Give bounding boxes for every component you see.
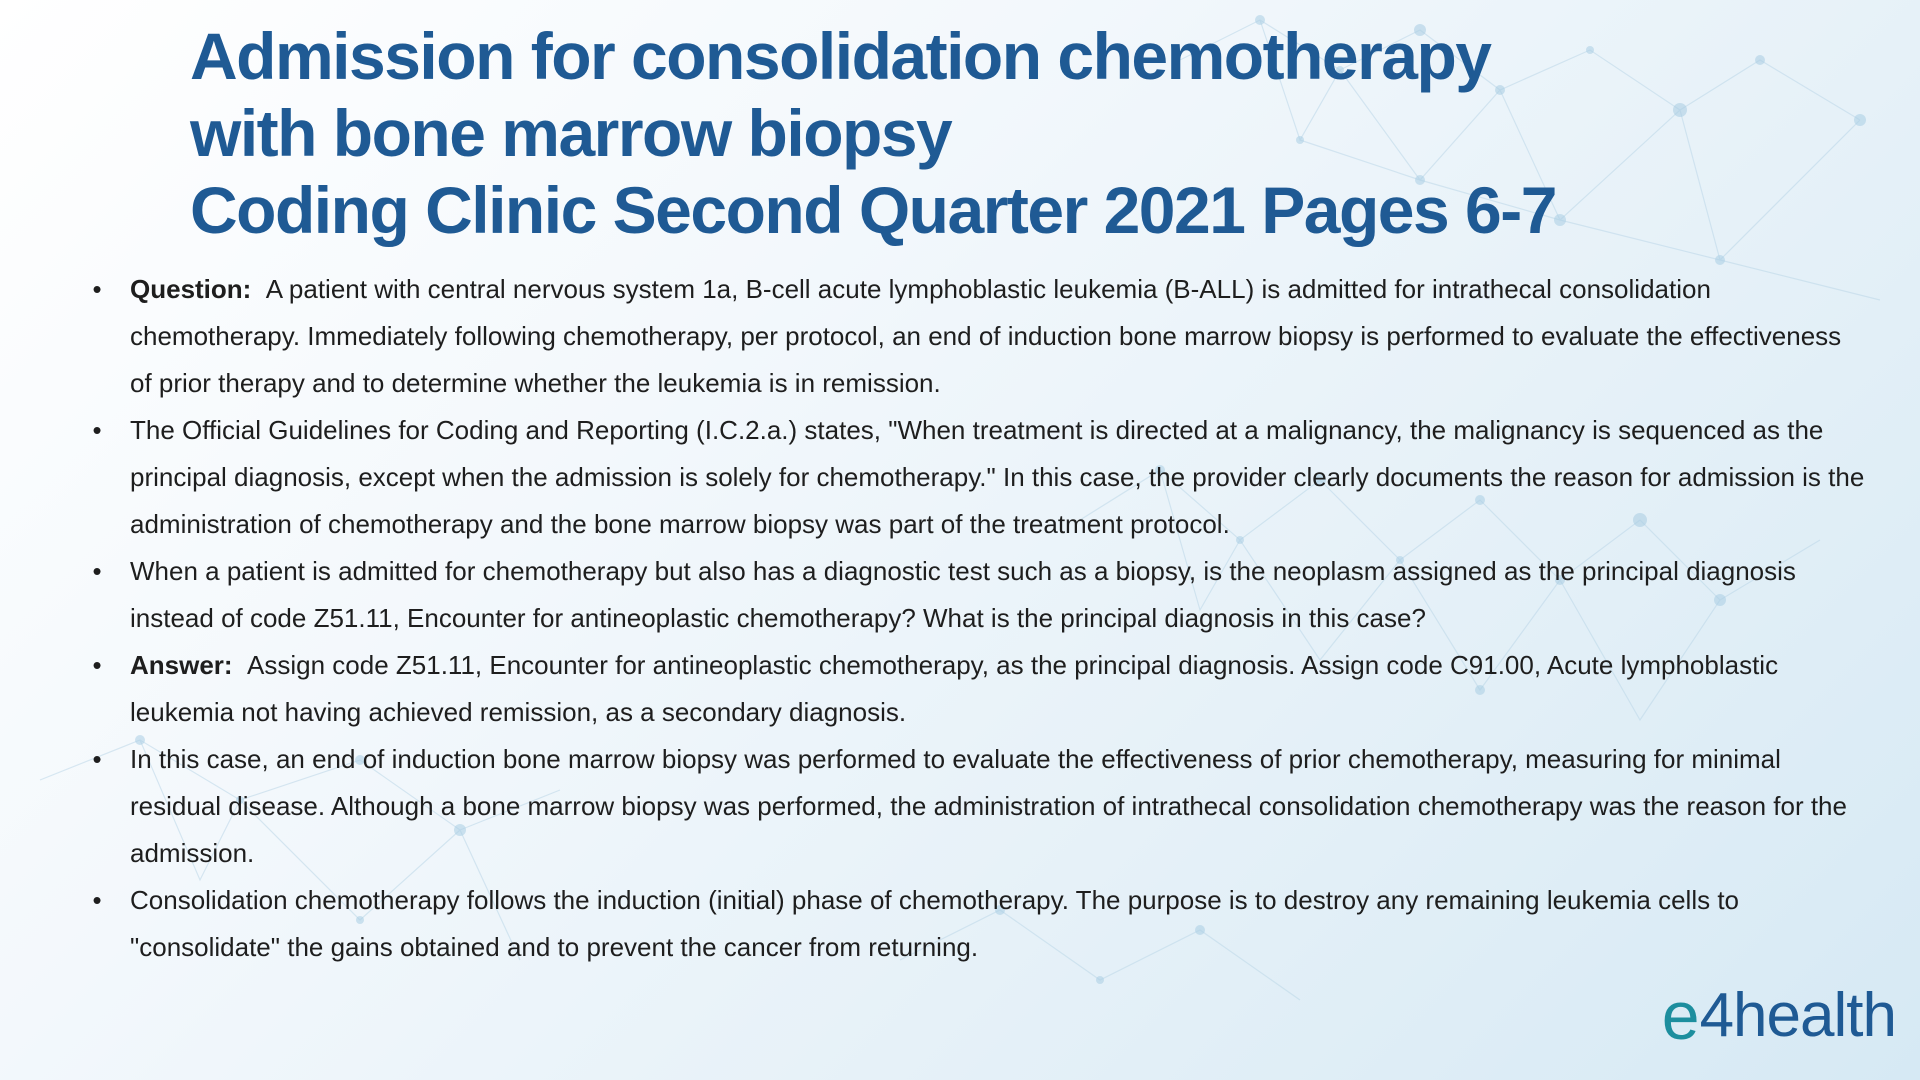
bullet-marker: • bbox=[92, 744, 102, 774]
bullet-text: Assign code Z51.11, Encounter for antineoplastic chemotherapy, as the principal diagnosis. Assign code C91.00, Acute lymphoblastic leukemia not having achieved remission, as a secondary diagnosis. bbox=[130, 650, 1779, 727]
bullet-lead-label: Answer: bbox=[130, 650, 248, 680]
logo-wordmark: 4health bbox=[1699, 981, 1896, 1050]
bullet-lead-label: Question: bbox=[130, 274, 266, 304]
slide-title-line: with bone marrow biopsy bbox=[190, 96, 952, 170]
bullet-marker: • bbox=[92, 274, 102, 304]
bullet-list bbox=[90, 266, 1870, 971]
logo-e-letter: e bbox=[1661, 978, 1700, 1054]
bullet-item-guidelines bbox=[90, 407, 1870, 548]
slide-title-line: Admission for consolidation chemotherapy bbox=[190, 19, 1491, 93]
slide-title bbox=[190, 18, 1840, 249]
bullet-item-answer bbox=[90, 642, 1870, 736]
bullet-item-question bbox=[90, 266, 1870, 407]
e4health-logo bbox=[1661, 978, 1896, 1054]
bullet-marker: • bbox=[92, 556, 102, 586]
bullet-item-diagnostic-test bbox=[90, 548, 1870, 642]
bullet-marker: • bbox=[92, 415, 102, 445]
bullet-marker: • bbox=[92, 650, 102, 680]
slide-title-line: Coding Clinic Second Quarter 2021 Pages 6-7 bbox=[190, 173, 1556, 247]
bullet-text: In this case, an end of induction bone marrow biopsy was performed to evaluate the effectiveness of prior chemotherapy, measuring for minimal residual disease. Although a bone marrow biopsy was performed, the administration of intrathecal consolidation chemotherapy was the reason for the admission. bbox=[130, 744, 1847, 868]
bullet-item-consolidation bbox=[90, 877, 1870, 971]
bullet-text: The Official Guidelines for Coding and Reporting (I.C.2.a.) states, "When treatment is directed at a malignancy, the malignancy is sequenced as the principal diagnosis, except when the admission is solely for chemotherapy." In this case, the provider clearly documents the reason for admission is the administration of chemotherapy and the bone marrow biopsy was part of the treatment protocol. bbox=[130, 415, 1865, 539]
bullet-marker: • bbox=[92, 885, 102, 915]
bullet-text: Consolidation chemotherapy follows the induction (initial) phase of chemotherapy. The purpose is to destroy any remaining leukemia cells to "consolidate" the gains obtained and to prevent the cancer from returning. bbox=[130, 885, 1740, 962]
bullet-item-biopsy bbox=[90, 736, 1870, 877]
bullet-text: When a patient is admitted for chemotherapy but also has a diagnostic test such as a biopsy, is the neoplasm assigned as the principal diagnosis instead of code Z51.11, Encounter for antineoplastic chemotherapy? What is the principal diagnosis in this case? bbox=[130, 556, 1796, 633]
bullet-text: A patient with central nervous system 1a, B-cell acute lymphoblastic leukemia (B-ALL) is admitted for intrathecal consolidation chemotherapy. Immediately following chemotherapy, per protocol, an end of induction bone marrow biopsy is performed to evaluate the effectiveness of prior therapy and to determine whether the leukemia is in remission. bbox=[130, 274, 1842, 398]
